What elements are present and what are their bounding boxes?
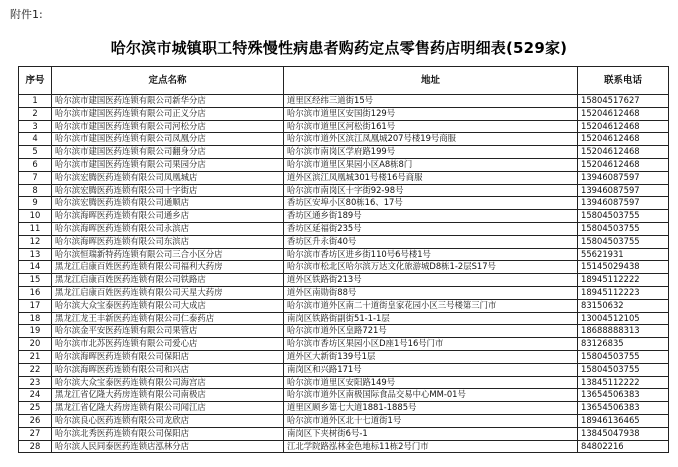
table-row xyxy=(19,440,669,453)
cell-name: 哈尔滨市建国医药连锁有限公司新华分店 xyxy=(52,95,284,108)
table-row xyxy=(19,299,669,312)
table-header-row xyxy=(19,67,669,95)
cell-name: 哈尔滨北秀医药连锁有限公司保阳店 xyxy=(52,427,284,440)
cell-phone: 83126835 xyxy=(578,338,669,351)
cell-name: 黑龙江启康百姓医药连锁有限公司铁路店 xyxy=(52,274,284,287)
cell-name: 哈尔滨市建国医药连锁有限公司河松分店 xyxy=(52,120,284,133)
cell-phone: 55621931 xyxy=(578,248,669,261)
table-row xyxy=(19,133,669,146)
cell-phone: 15204612468 xyxy=(578,146,669,159)
cell-seq: 20 xyxy=(19,338,52,351)
cell-name: 哈尔滨海晖医药连锁有限公司通乡店 xyxy=(52,210,284,223)
cell-phone: 13946087597 xyxy=(578,184,669,197)
cell-seq: 13 xyxy=(19,248,52,261)
cell-phone: 84802216 xyxy=(578,440,669,453)
table-body xyxy=(19,95,669,453)
cell-seq: 9 xyxy=(19,197,52,210)
cell-phone: 83150632 xyxy=(578,299,669,312)
cell-seq: 22 xyxy=(19,363,52,376)
cell-phone: 15804503755 xyxy=(578,363,669,376)
cell-name: 黑龙江省亿隆大药房连锁有限公司闻江店 xyxy=(52,402,284,415)
cell-name: 哈尔滨人民同泰医药连锁店泓林分店 xyxy=(52,440,284,453)
cell-phone: 13654506383 xyxy=(578,402,669,415)
cell-name: 黑龙江龙王丰新医药连锁有限公司仁泰药店 xyxy=(52,312,284,325)
cell-name: 哈尔滨宏腾医药连锁有限公司通顺店 xyxy=(52,197,284,210)
cell-seq: 19 xyxy=(19,325,52,338)
table-row xyxy=(19,427,669,440)
table-row xyxy=(19,376,669,389)
cell-phone: 13654506383 xyxy=(578,389,669,402)
cell-name: 哈尔滨市北苏医药连锁有限公司爱心店 xyxy=(52,338,284,351)
cell-name: 哈尔滨良心医药连锁有限公司龙欣店 xyxy=(52,414,284,427)
table-row xyxy=(19,363,669,376)
cell-phone: 15804503755 xyxy=(578,235,669,248)
cell-seq: 14 xyxy=(19,261,52,274)
cell-seq: 27 xyxy=(19,427,52,440)
cell-phone: 15804517627 xyxy=(578,95,669,108)
cell-phone: 13946087597 xyxy=(578,197,669,210)
cell-name: 哈尔滨市建国医药连锁有限公司果园分店 xyxy=(52,158,284,171)
table-row xyxy=(19,235,669,248)
cell-seq: 24 xyxy=(19,389,52,402)
cell-name: 黑龙江省亿隆大药房连锁有限公司南极店 xyxy=(52,389,284,402)
table-row xyxy=(19,286,669,299)
cell-seq: 12 xyxy=(19,235,52,248)
cell-address: 哈尔滨市香坊区果园小区D座1号16号门市 xyxy=(284,338,578,351)
table-row xyxy=(19,350,669,363)
cell-name: 哈尔滨海晖医药连锁有限公司和兴店 xyxy=(52,363,284,376)
cell-address: 香坊区安埠小区80栋16、17号 xyxy=(284,197,578,210)
table-row xyxy=(19,222,669,235)
cell-name: 哈尔滨宏腾医药连锁有限公司凤凰城店 xyxy=(52,171,284,184)
table-row xyxy=(19,171,669,184)
cell-address: 哈尔滨市道里区安国街129号 xyxy=(284,107,578,120)
cell-address: 香坊区延福街235号 xyxy=(284,222,578,235)
cell-address: 哈尔滨市南岗区学府路199号 xyxy=(284,146,578,159)
table-row xyxy=(19,325,669,338)
cell-name: 哈尔滨宏腾医药连锁有限公司十字街店 xyxy=(52,184,284,197)
cell-phone: 18945112223 xyxy=(578,286,669,299)
cell-seq: 11 xyxy=(19,222,52,235)
cell-phone: 15204612468 xyxy=(578,133,669,146)
cell-name: 哈尔滨大众宝泰医药连锁有限公司大成店 xyxy=(52,299,284,312)
cell-address: 哈尔滨市道外区北十七道街1号 xyxy=(284,414,578,427)
cell-address: 哈尔滨市道外区滨江凤凰城207号楼19号商服 xyxy=(284,133,578,146)
cell-seq: 1 xyxy=(19,95,52,108)
cell-seq: 7 xyxy=(19,171,52,184)
table-row xyxy=(19,338,669,351)
cell-phone: 18946136465 xyxy=(578,414,669,427)
cell-name: 黑龙江启康百姓医药连锁有限公司福利大药房 xyxy=(52,261,284,274)
cell-address: 南岗区下夹树街6号-1 xyxy=(284,427,578,440)
cell-phone: 15804503755 xyxy=(578,210,669,223)
cell-phone: 15204612468 xyxy=(578,158,669,171)
cell-phone: 15145029438 xyxy=(578,261,669,274)
cell-address: 哈尔滨市南岗区十字街92-98号 xyxy=(284,184,578,197)
cell-seq: 25 xyxy=(19,402,52,415)
header-seq: 序号 xyxy=(19,67,52,95)
cell-name: 黑龙江启康百姓医药连锁有限公司天星大药房 xyxy=(52,286,284,299)
document-title: 哈尔滨市城镇职工特殊慢性病患者购药定点零售药店明细表(529家) xyxy=(110,39,568,57)
cell-seq: 3 xyxy=(19,120,52,133)
cell-address: 南岗区和兴路171号 xyxy=(284,363,578,376)
table-row xyxy=(19,312,669,325)
cell-seq: 15 xyxy=(19,274,52,287)
table-row xyxy=(19,248,669,261)
table-row xyxy=(19,274,669,287)
cell-seq: 18 xyxy=(19,312,52,325)
attachment-label: 附件1: xyxy=(10,8,43,21)
cell-phone: 13845112222 xyxy=(578,376,669,389)
cell-address: 道外区大新街139号1层 xyxy=(284,350,578,363)
cell-address: 香坊区升永街40号 xyxy=(284,235,578,248)
cell-address: 道外区南勋街88号 xyxy=(284,286,578,299)
cell-phone: 15804503755 xyxy=(578,222,669,235)
cell-seq: 6 xyxy=(19,158,52,171)
cell-address: 道里区经纬三道街15号 xyxy=(284,95,578,108)
cell-address: 哈尔滨市道外区南二十道街皇家花园小区三号楼第三门市 xyxy=(284,299,578,312)
table-row xyxy=(19,389,669,402)
cell-phone: 15204612468 xyxy=(578,107,669,120)
cell-seq: 10 xyxy=(19,210,52,223)
cell-seq: 17 xyxy=(19,299,52,312)
cell-address: 江北学院路泓林金色地标11栋2号门市 xyxy=(284,440,578,453)
table-row xyxy=(19,210,669,223)
cell-phone: 18945112222 xyxy=(578,274,669,287)
cell-name: 哈尔滨市建国医药连锁有限公司翻身分店 xyxy=(52,146,284,159)
table-row xyxy=(19,261,669,274)
cell-phone: 15804503755 xyxy=(578,350,669,363)
table-row xyxy=(19,197,669,210)
cell-address: 哈尔滨市道里区安阳路149号 xyxy=(284,376,578,389)
cell-name: 哈尔滨海晖医药连锁有限公司永滨店 xyxy=(52,222,284,235)
cell-name: 哈尔滨市建国医药连锁有限公司正义分店 xyxy=(52,107,284,120)
cell-seq: 23 xyxy=(19,376,52,389)
cell-address: 道外区铁路街213号 xyxy=(284,274,578,287)
cell-name: 哈尔滨恒瑞新特药连锁有限公司三合小区分店 xyxy=(52,248,284,261)
cell-name: 哈尔滨海晖医药连锁有限公司东滨店 xyxy=(52,235,284,248)
cell-seq: 28 xyxy=(19,440,52,453)
cell-address: 道外区滨江凤凰城301号楼16号商服 xyxy=(284,171,578,184)
cell-address: 南岗区铁路街副街51-1-1层 xyxy=(284,312,578,325)
cell-seq: 16 xyxy=(19,286,52,299)
cell-phone: 13845047938 xyxy=(578,427,669,440)
cell-phone: 15204612468 xyxy=(578,120,669,133)
header-phone: 联系电话 xyxy=(578,67,669,95)
table-row xyxy=(19,184,669,197)
cell-seq: 4 xyxy=(19,133,52,146)
cell-address: 香坊区通乡街189号 xyxy=(284,210,578,223)
cell-name: 哈尔滨海晖医药连锁有限公司保阳店 xyxy=(52,350,284,363)
cell-phone: 13004512105 xyxy=(578,312,669,325)
cell-seq: 21 xyxy=(19,350,52,363)
table-row xyxy=(19,107,669,120)
cell-address: 哈尔滨市香坊区进乡街110号6号楼1号 xyxy=(284,248,578,261)
cell-address: 哈尔滨市道外区南极国际食品交易中心MM-01号 xyxy=(284,389,578,402)
cell-seq: 8 xyxy=(19,184,52,197)
table-row xyxy=(19,402,669,415)
cell-address: 哈尔滨市道里区河松街161号 xyxy=(284,120,578,133)
cell-seq: 5 xyxy=(19,146,52,159)
cell-seq: 26 xyxy=(19,414,52,427)
cell-address: 哈尔滨市道外区皇路721号 xyxy=(284,325,578,338)
cell-name: 哈尔滨金平安医药连锁有限公司果管店 xyxy=(52,325,284,338)
table-row xyxy=(19,414,669,427)
cell-address: 道里区顾乡第七大道1881-1885号 xyxy=(284,402,578,415)
cell-phone: 18688888313 xyxy=(578,325,669,338)
table-row xyxy=(19,120,669,133)
pharmacy-table xyxy=(18,66,669,453)
cell-seq: 2 xyxy=(19,107,52,120)
cell-name: 哈尔滨市建国医药连锁有限公司凤凰分店 xyxy=(52,133,284,146)
table-row xyxy=(19,146,669,159)
header-address: 地址 xyxy=(284,67,578,95)
table-row xyxy=(19,158,669,171)
cell-name: 哈尔滨大众宝泰医药连锁有限公司海宫店 xyxy=(52,376,284,389)
cell-phone: 13946087597 xyxy=(578,171,669,184)
header-name: 定点名称 xyxy=(52,67,284,95)
table-row xyxy=(19,95,669,108)
cell-address: 哈尔滨市道里区果园小区A8栋8门 xyxy=(284,158,578,171)
cell-address: 哈尔滨市松北区哈尔滨万达文化旅游城D8栋1-2层S17号 xyxy=(284,261,578,274)
